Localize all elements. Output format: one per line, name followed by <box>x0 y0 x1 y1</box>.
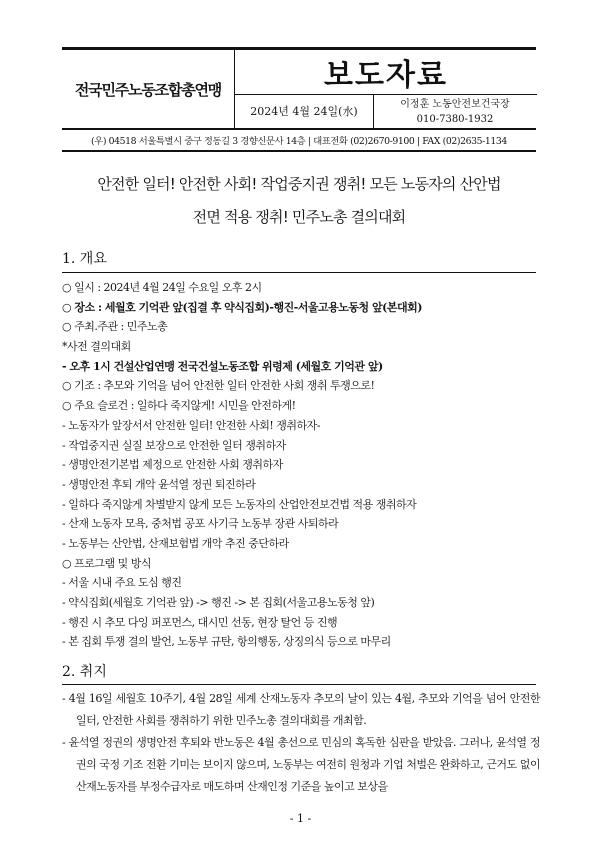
contact-block <box>373 94 537 128</box>
list-item: ○ 기조 : 추모와 기억을 넘어 안전한 일터 안전한 사회 쟁취 투쟁으로! <box>62 379 375 393</box>
list-item: ○ 프로그램 및 방식 <box>62 556 151 570</box>
list-item: ○ 일시 : 2024년 4월 24일 수요일 오후 2시 <box>62 281 262 294</box>
list-item: ○ 장소 : 세월호 기억관 앞(집결 후 약식집회)-행진-서울고용노동청 앞(본대회) <box>62 300 422 314</box>
list-item: - 노동부는 산안법, 산재보험법 개악 추진 중단하라 <box>62 536 289 550</box>
contact-person: 이정훈 노동안전보건국장 <box>400 99 510 110</box>
headline <box>62 168 536 234</box>
list-item: - 서울 시내 주요 도심 행진 <box>62 576 182 590</box>
list-item: - 작업중지권 실질 보장으로 안전한 일터 쟁취하자 <box>62 438 286 452</box>
list-item: - 약식집회(세월호 기억관 앞) -> 행진 -> 본 집회(서울고용노동청 앞) <box>62 596 375 609</box>
list-item: - 생명안전기본법 제정으로 안전한 사회 쟁취하자 <box>62 458 283 472</box>
list-item: ○ 주요 슬로건 : 일하다 죽지않게! 시민을 안전하게! <box>62 399 296 413</box>
list-item: - 노동자가 앞장서서 안전한 일터! 안전한 사회! 쟁취하자- <box>62 418 321 432</box>
list-item: ○ 주최.주관 : 민주노총 <box>62 320 168 334</box>
list-item: - 행진 시 추모 다잉 퍼포먼스, 대시민 선동, 현장 탈언 등 진행 <box>62 615 338 629</box>
address-line: (우) 04518 서울특별시 중구 정동길 3 경향신문사 14층 | 대표전화 (02)2670-9100 | FAX (02)2635-1134 <box>62 128 536 152</box>
header-right-block <box>234 50 537 128</box>
paragraph-item: - 윤석열 정권의 생명안전 후퇴와 반노동은 4월 총선으로 민심의 혹독한 심판을 받았음. 그러나, 윤석열 정권의 국정 기조 전환 기미는 보이지 않으며, 노동부는 여전히 원청과 기업 처벌은 완화하고, 근거도 없이 산재노동자를 부정수급자로 매도하며 산재인정 기준을 높이고 보상을 <box>62 736 540 793</box>
headline-line-2: 전면 적용 쟁취! 민주노총 결의대회 <box>192 208 406 226</box>
section-2-title: 2. 취지 <box>62 664 107 680</box>
section-1-body <box>62 278 542 652</box>
paragraph-item: - 4월 16일 세월호 10주기, 4월 28일 세계 산재노동자 추모의 날이 있는 4월, 추모와 기억을 넘어 안전한 일터, 안전한 사회를 쟁취하기 위한 민주노총 결의대회를 개최함. <box>62 692 540 727</box>
list-item: - 일하다 죽지않게 차별받지 않게 모든 노동자의 산업안전보건법 적용 쟁취하자 <box>62 497 417 511</box>
document-type-title: 보도자료 <box>235 50 537 95</box>
list-item: - 산재 노동자 모욕, 중처법 공포 사기극 노동부 장관 사퇴하라 <box>62 517 339 531</box>
release-date: 2024년 4월 24일(水) <box>235 94 374 128</box>
section-2-rule <box>62 684 536 685</box>
section-1-rule <box>62 272 536 273</box>
section-2-body <box>62 688 540 798</box>
list-item: - 오후 1시 건설산업연맹 전국건설노동조합 위령제 (세월호 기억관 앞) <box>62 359 383 373</box>
page-number: - 1 - <box>289 812 312 825</box>
list-item: - 생명안전 후퇴 개악 윤석열 정권 퇴진하라 <box>62 477 256 491</box>
section-1-title: 1. 개요 <box>62 251 107 267</box>
headline-line-1: 안전한 일터! 안전한 사회! 작업중지권 쟁취! 모든 노동자의 산안법 <box>97 175 501 193</box>
organization-name: 전국민주노동조합총연맹 <box>74 80 222 99</box>
list-item: - 본 집회 투쟁 결의 발언, 노동부 규탄, 항의행동, 상징의식 등으로 마무리 <box>62 635 391 649</box>
contact-phone: 010-7380-1932 <box>416 114 494 125</box>
list-item: *사전 결의대회 <box>62 340 131 354</box>
